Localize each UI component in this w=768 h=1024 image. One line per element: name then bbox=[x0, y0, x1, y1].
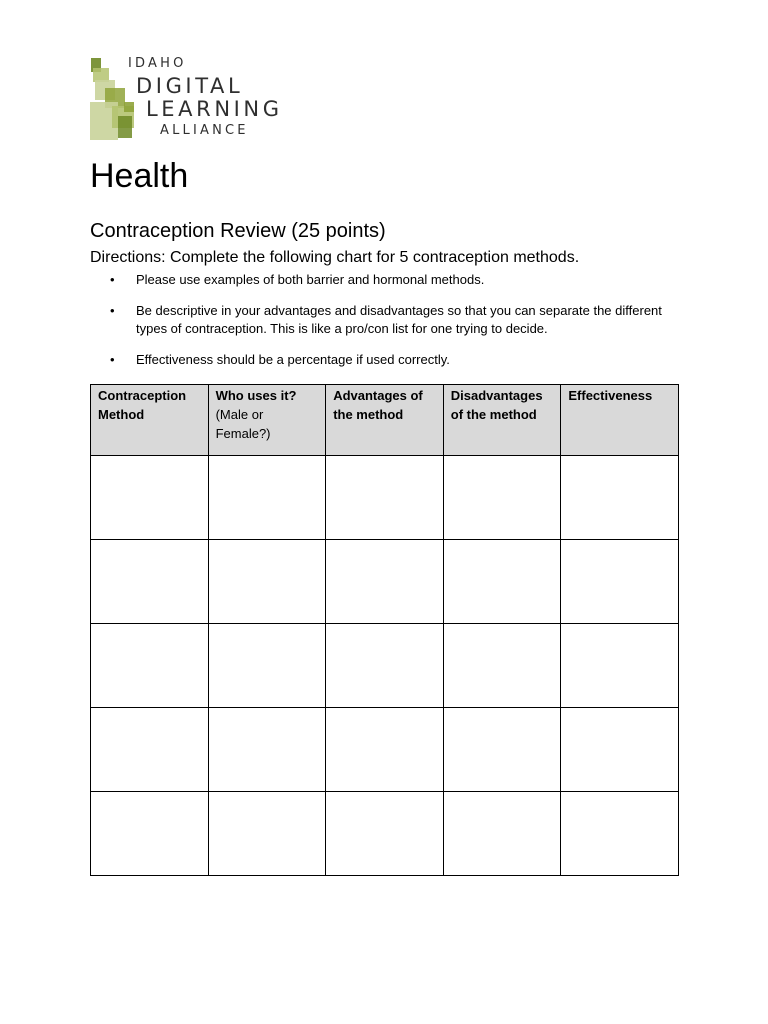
logo-wordmark bbox=[126, 54, 296, 144]
table-cell[interactable] bbox=[91, 624, 209, 708]
table-cell[interactable] bbox=[91, 456, 209, 540]
bullet-icon: • bbox=[110, 352, 115, 367]
table-cell[interactable] bbox=[561, 624, 679, 708]
bullet-icon: • bbox=[110, 272, 115, 287]
header-label: Disadvantages of the method bbox=[450, 388, 543, 422]
bullet-text: Please use examples of both barrier and hormonal methods. bbox=[136, 272, 485, 287]
header-label: Contraception Method bbox=[98, 388, 187, 422]
table-header-row bbox=[91, 385, 679, 456]
header-disadvantages bbox=[443, 385, 561, 456]
table-cell[interactable] bbox=[561, 708, 679, 792]
table-cell[interactable] bbox=[561, 456, 679, 540]
header-sublabel: (Male or Female?) bbox=[215, 407, 271, 441]
table-cell[interactable] bbox=[443, 456, 561, 540]
bullet-text: Be descriptive in your advantages and disadvantages so that you can separate the different types of contraception. This is like a pro/con list for one trying to decide. bbox=[136, 303, 662, 336]
header-label: Effectiveness bbox=[568, 388, 653, 403]
table-row bbox=[91, 456, 679, 540]
table-cell[interactable] bbox=[326, 792, 444, 876]
table-cell[interactable] bbox=[326, 456, 444, 540]
list-item bbox=[110, 271, 670, 289]
header-label: Who uses it? bbox=[215, 388, 297, 403]
table-row bbox=[91, 624, 679, 708]
header-who-uses-it bbox=[208, 385, 326, 456]
instructions-list bbox=[110, 271, 670, 382]
header-contraception-method bbox=[91, 385, 209, 456]
table-cell[interactable] bbox=[91, 540, 209, 624]
table-cell[interactable] bbox=[561, 540, 679, 624]
table-cell[interactable] bbox=[91, 792, 209, 876]
table-row bbox=[91, 708, 679, 792]
list-item bbox=[110, 302, 670, 338]
bullet-icon: • bbox=[110, 303, 115, 318]
page-title: Health bbox=[90, 157, 189, 195]
section-title: Contraception Review (25 points) bbox=[90, 220, 386, 242]
table-cell[interactable] bbox=[91, 708, 209, 792]
header-effectiveness bbox=[561, 385, 679, 456]
table-cell[interactable] bbox=[208, 708, 326, 792]
table-cell[interactable] bbox=[443, 792, 561, 876]
table-cell[interactable] bbox=[208, 792, 326, 876]
table-row bbox=[91, 540, 679, 624]
header-label: Advantages of the method bbox=[333, 388, 423, 422]
table-cell[interactable] bbox=[326, 540, 444, 624]
bullet-text: Effectiveness should be a percentage if used correctly. bbox=[136, 352, 450, 367]
table-cell[interactable] bbox=[208, 624, 326, 708]
table-cell[interactable] bbox=[208, 456, 326, 540]
contraception-chart-table bbox=[90, 384, 679, 876]
logo-line-idaho: IDAHO bbox=[128, 56, 187, 71]
header-advantages bbox=[326, 385, 444, 456]
logo-line-digital: DIGITAL bbox=[136, 74, 244, 98]
table-cell[interactable] bbox=[443, 624, 561, 708]
idaho-digital-learning-alliance-logo bbox=[88, 54, 298, 144]
table-cell[interactable] bbox=[443, 708, 561, 792]
table-row bbox=[91, 792, 679, 876]
list-item bbox=[110, 351, 670, 369]
directions-text: Directions: Complete the following chart for 5 contraception methods. bbox=[90, 249, 580, 266]
table-cell[interactable] bbox=[326, 708, 444, 792]
table-cell[interactable] bbox=[326, 624, 444, 708]
table-cell[interactable] bbox=[443, 540, 561, 624]
table-cell[interactable] bbox=[561, 792, 679, 876]
table-cell[interactable] bbox=[208, 540, 326, 624]
logo-line-alliance: ALLIANCE bbox=[160, 123, 249, 138]
logo-line-learning: LEARNING bbox=[146, 97, 283, 121]
